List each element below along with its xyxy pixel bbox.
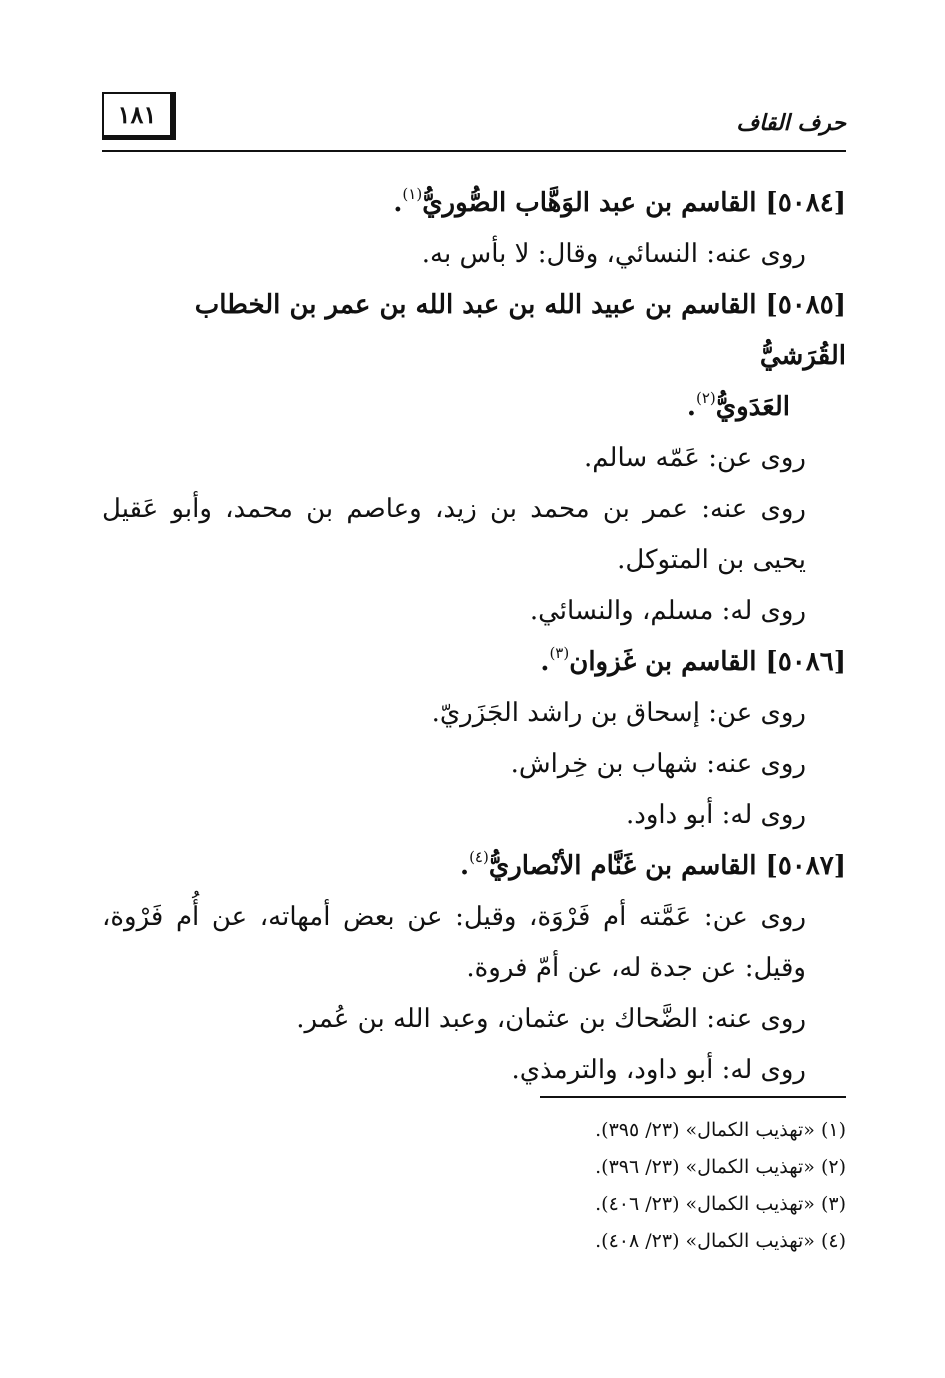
main-text	[102, 178, 846, 1096]
footnote-ref[interactable]: (٤)	[469, 848, 489, 866]
header-divider	[102, 150, 846, 152]
narration-line: روى له: أبو داود.	[626, 800, 806, 830]
entry-5085	[102, 280, 846, 637]
footnote-item: (٣) «تهذيب الكمال» (٢٣/ ٤٠٦).	[595, 1193, 846, 1215]
footnote-item: (٢) «تهذيب الكمال» (٢٣/ ٣٩٦).	[595, 1156, 846, 1178]
entry-heading: [٥٠٨٦] القاسم بن غَزوان$^{(٣)}$.	[540, 644, 846, 677]
entry-5087	[102, 841, 846, 1096]
narration-line: روى عن: عَمّه سالم.	[583, 443, 806, 473]
narration-line: روى له: أبو داود، والترمذي.	[511, 1055, 806, 1085]
footnote-ref[interactable]: (٣)	[549, 644, 570, 662]
footnote-ref[interactable]: (٢)	[695, 389, 716, 407]
entry-5084	[102, 178, 846, 280]
narration-line: روى عنه: النسائي، وقال: لا بأس به.	[421, 239, 806, 269]
footnote-item: (١) «تهذيب الكمال» (٢٣/ ٣٩٥).	[595, 1119, 846, 1141]
page-number: ١٨١	[102, 92, 176, 140]
footnote-ref[interactable]: (١)	[402, 185, 423, 203]
footnote-item: (٤) «تهذيب الكمال» (٢٣/ ٤٠٨).	[595, 1230, 846, 1252]
entry-heading: [٥٠٨٧] القاسم بن غَنَّام الأنْصاريُّ$^{(٤)}$.	[460, 848, 846, 881]
entry-heading: [٥٠٨٥] القاسم بن عبيد الله بن عبد الله بن عمر بن الخطاب القُرَشيُّ العَدَويُّ$^{(٢)}$.	[194, 290, 846, 422]
narration-line: روى له: مسلم، والنسائي.	[529, 596, 806, 626]
narration-line: روى عن: إسحاق بن راشد الجَزَريّ.	[431, 698, 806, 728]
entry-5086	[102, 637, 846, 841]
footnotes	[420, 1112, 846, 1260]
narration-line: روى عنه: عمر بن محمد بن زيد، وعاصم بن محمد، وأبو عَقيل يحيى بن المتوكل.	[102, 494, 806, 575]
narration-line: روى عن: عَمَّته أم فَرْوَة، وقيل: عن بعض أمهاته، عن أُم فَرْوة، وقيل: عن جدة له، عن أمّ فروة.	[102, 902, 806, 983]
footnote-divider	[540, 1096, 846, 1098]
page-header	[102, 92, 846, 154]
entry-heading: [٥٠٨٤] القاسم بن عبد الوَهَّاب الصُّوريُّ$^{(١)}$.	[393, 185, 846, 218]
chapter-title: حرف القاف	[736, 110, 846, 136]
narration-line: روى عنه: الضَّحاك بن عثمان، وعبد الله بن عُمر.	[296, 1004, 806, 1034]
narration-line: روى عنه: شهاب بن خِراش.	[510, 749, 806, 779]
